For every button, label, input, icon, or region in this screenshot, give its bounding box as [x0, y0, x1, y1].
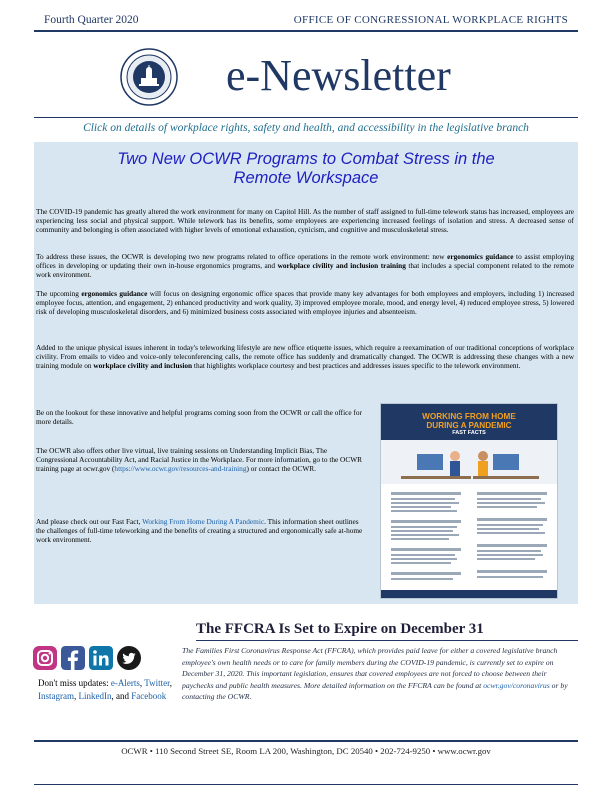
- bold-run: workplace civility and inclusion: [93, 361, 193, 370]
- training-page-link[interactable]: https://www.ocwr.gov/resources-and-training: [114, 464, 247, 473]
- text-run: Don't miss updates:: [38, 678, 111, 688]
- text-run: Added to the unique physical issues inherent in today's teleworking lifestyle are new office etiquette issues, which require a reexamination of our traditional conceptions of workplace civility. From emails to video and voice-only teleconferencing calls, the remote office has suddenly and dramatically changed. The OCWR is addressing these changes with a new training module on: [36, 343, 574, 370]
- poster-title-line2: DURING A PANDEMIC: [426, 421, 512, 430]
- poster-subtitle: FAST FACTS: [452, 430, 486, 436]
- text-run: . This information sheet outlines the challenges of full-time teleworking and the benefits of creating a structured and ergonomically safe at-home work environment.: [36, 517, 363, 544]
- feature-paragraph-5: Be on the lookout for these innovative and helpful programs coming soon from the OCWR or call the office for more details.: [36, 408, 362, 426]
- coronavirus-link[interactable]: ocwr.gov/coronavirus: [483, 680, 550, 690]
- tagline-link[interactable]: Click on details of workplace rights, safety and health, and accessibility in the legislative branch: [83, 122, 529, 134]
- feature-paragraph-7: [36, 517, 368, 544]
- ocwr-seal-icon: [120, 48, 178, 106]
- ffcra-title: The FFCRA Is Set to Expire on December 31: [196, 621, 484, 637]
- newsletter-quarter: Fourth Quarter 2020: [44, 14, 139, 26]
- fast-fact-link[interactable]: Working From Home During A Pandemic: [142, 517, 265, 526]
- e-alerts-link[interactable]: e-Alerts: [110, 678, 140, 688]
- feature-paragraph-2: [36, 252, 574, 279]
- poster-title-line1: WORKING FROM HOME: [422, 412, 516, 421]
- linkedin-link[interactable]: LinkedIn: [78, 690, 112, 701]
- twitter-icon[interactable]: [117, 646, 141, 670]
- masthead-title: e-Newsletter: [226, 51, 451, 100]
- poster-header: [381, 404, 557, 440]
- poster-title: [381, 404, 557, 430]
- footer-contact: OCWR • 110 Second Street SE, Room LA 200, Washington, DC 20540 • 202-724-9250 • www.ocwr.gov: [121, 746, 491, 756]
- text-run: And please check out our Fast Fact,: [36, 517, 143, 526]
- header-rule: [34, 30, 578, 32]
- feature-paragraph-4: [36, 343, 574, 370]
- text-run: The Families First Coronavirus Response Act (FFCRA), which provides paid leave for either a covered legislative branch employee's own health needs or to care for family members during the COVID-19 pandemic, is currently set to expire on December 31, 2020. This important legislation, ensures that covered employees are not forced to choose between their paychecks and public health measures. More detailed information on the FFCRA can be found at: [182, 646, 558, 690]
- text-run: The upcoming: [36, 289, 82, 298]
- text-run: , and: [111, 690, 132, 701]
- footer-rule: [34, 740, 578, 742]
- bold-run: workplace civility and inclusion training: [277, 261, 406, 270]
- facebook-icon[interactable]: [61, 646, 85, 670]
- ffcra-body: [182, 645, 578, 703]
- feature-title: [60, 150, 552, 188]
- instagram-icon[interactable]: [33, 646, 57, 670]
- text-run: to assist employing offices in developing or updating their own in-house ergonomics programs, and: [36, 252, 574, 270]
- instagram-link[interactable]: Instagram: [38, 690, 74, 701]
- bottom-rule: [34, 784, 578, 785]
- masthead-rule: [34, 117, 578, 118]
- feature-paragraph-6: [36, 446, 368, 473]
- ffcra-rule: [196, 640, 578, 641]
- facebook-link[interactable]: Facebook: [131, 690, 167, 701]
- bold-run: ergonomics guidance: [81, 289, 148, 298]
- feature-title-line2: Remote Workspace: [233, 169, 379, 187]
- feature-paragraph-1: The COVID-19 pandemic has greatly altered the work environment for many on Capitol Hill. As the number of staff assigned to full-time telework status has increased, employees are experiencing less social and physical support. While telework has its benefits, some employees are experiencing increased feelings of isolation and stress. A decreased sense of community and belonging is often associated with higher levels of emotional exhaustion, cynicism, and cognitive and musculoskeletal stress.: [36, 207, 574, 234]
- text-run: The OCWR also offers other live virtual, live training sessions on Understanding Implicit Bias, The Congressional Accountability Act, and Racial Justice in the Workplace. For more information, go to the OCWR training page at ocwr.gov (: [36, 446, 362, 473]
- text-run: or by contacting the OCWR.: [182, 680, 568, 702]
- feature-paragraph-3: [36, 289, 574, 316]
- social-updates: Don't miss updates: e-Alerts, Twitter, Instagram, LinkedIn, and Facebook: [38, 678, 172, 701]
- text-run: ) or contact the OCWR.: [246, 464, 316, 473]
- linkedin-icon[interactable]: [89, 646, 113, 670]
- feature-title-line1: Two New OCWR Programs to Combat Stress in the: [117, 150, 495, 168]
- text-run: will focus on designing ergonomic office spaces that provide many key advantages for both employees and employers, including 1) increased employee focus, attention, and engagement, 2) enhanced productivity and work quality, 3) improved employee morale, mood, and energy level, 4) reduced employee stress, 5) lowered risk of developing musculoskeletal disorders, and 6) minimized business costs associated with employee injuries and absenteeism.: [36, 289, 574, 316]
- text-run: that includes a special component related to the remote work environment.: [36, 261, 575, 279]
- twitter-link[interactable]: Twitter: [144, 678, 170, 688]
- office-name: OFFICE OF CONGRESSIONAL WORKPLACE RIGHTS: [293, 14, 568, 26]
- poster-illustration-icon: [381, 440, 557, 598]
- text-run: To address these issues, the OCWR is developing two new programs related to office operations in the remote work environment: new: [36, 252, 448, 261]
- bold-run: ergonomics guidance: [447, 252, 514, 261]
- text-run: that highlights workplace courtesy and best practices and addresses issues specific to the telework environment.: [192, 361, 521, 370]
- fast-fact-poster[interactable]: [380, 403, 558, 599]
